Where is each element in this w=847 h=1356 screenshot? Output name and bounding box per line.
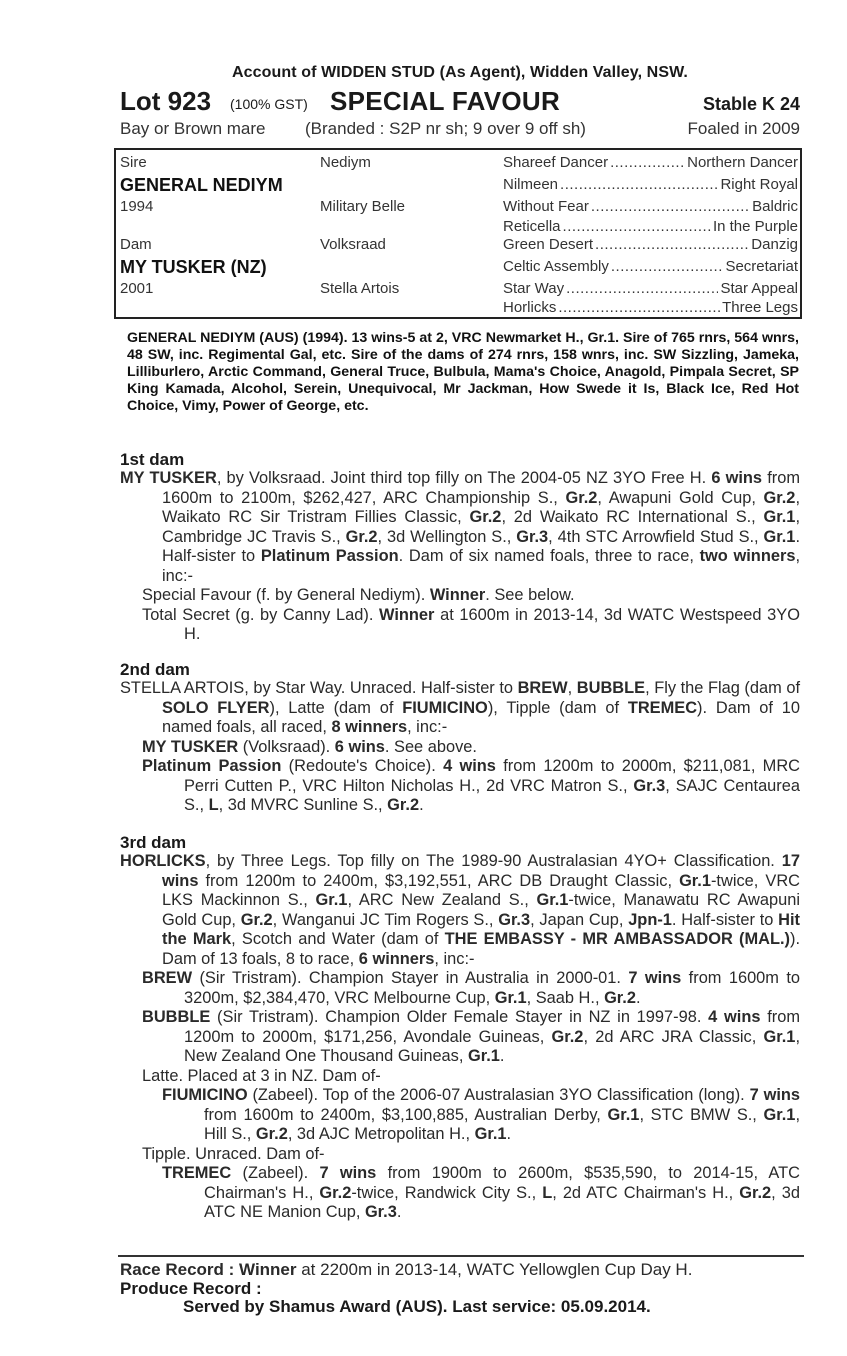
first-dam-paragraph: MY TUSKER, by Volksraad. Joint third top filly on The 2004-05 NZ 3YO Free H. 6 wins from 1600m to 2100m, $262,427, ARC Championship S., Gr.2, Awapuni Gold Cup, Gr.2, Waikato RC Sir Tristram Fillies Classic, Gr.2, 2d Waikato RC International S., Gr.1, Cambridge JC Travis S., Gr.2, 3d Wellington S., Gr.3, 4th STC Arrowfield Stud S., Gr.1. Half-sister to Platinum Passion. Dam of six named foals, three to race, two winners, inc:-: [120, 469, 801, 585]
list-item: FIUMICINO (Zabeel). Top of the 2006-07 Australasian 3YO Classification (long). 7 wins from 1600m to 2400m, $3,100,885, Australian Derby, Gr.1, STC BMW S., Gr.1, Hill S., Gr.2, 3d AJC Metropolitan H., Gr.1.: [162, 1086, 800, 1143]
lot-header: [120, 86, 800, 116]
grandparent-row: Nilmeen ..... Right Royal: [503, 176, 798, 193]
grandparent-row: Reticella ..... In the Purple: [503, 218, 798, 235]
list-item: BREW (Sir Tristram). Champion Stayer in Australia in 2000-01. 7 wins from 1600m to 3200m, $2,384,470, VRC Melbourne Cup, Gr.1, Saab H., Gr.2.: [142, 969, 801, 1007]
sire-name: GENERAL NEDIYM: [120, 175, 283, 195]
sire-label: Sire: [120, 154, 147, 171]
vendor-account: Account of WIDDEN STUD (As Agent), Widden Valley, NSW.: [232, 64, 688, 81]
dam-label: Dam: [120, 236, 152, 253]
second-dam-paragraph: STELLA ARTOIS, by Star Way. Unraced. Half-sister to BREW, BUBBLE, Fly the Flag (dam of SOLO FLYER), Latte (dam of FIUMICINO), Tipple (dam of TREMEC). Dam of 10 named foals, all raced, 8 winners, inc:-: [120, 679, 801, 736]
horse-description: Bay or Brown mare: [120, 119, 266, 138]
sire-summary: GENERAL NEDIYM (AUS) (1994). 13 wins-5 at 2, VRC Newmarket H., Gr.1. Sire of 765 rnrs, 564 wnrs, 48 SW, inc. Regimental Gal, etc. Sire of the dams of 274 rnrs, 158 wnrs, inc. SW Sizzling, Jameka, Lilliburlero, Arctic Command, General Truce, Bulbula, Mama's Choice, Anagold, Pimpala Secret, SP King Kamada, Alcohol, Serein, Unequivocal, Mr Jackman, How Swede it Is, Black Ice, Red Hot Choice, Vimy, Power of George, etc.: [127, 330, 799, 414]
list-item: BUBBLE (Sir Tristram). Champion Older Female Stayer in NZ in 1997-98. 4 wins from 1200m to 2000m, $171,256, Avondale Guineas, Gr.2, 2d ARC JRA Classic, Gr.1, New Zealand One Thousand Guineas, Gr.1.: [142, 1008, 801, 1065]
third-dam-heading: 3rd dam: [120, 833, 187, 852]
grandparent-row: Celtic Assembly ..... Secretariat: [503, 258, 798, 275]
section-divider: [118, 1255, 804, 1257]
grandparent-row: Star Way ..... Star Appeal: [503, 280, 798, 297]
service-record: Served by Shamus Award (AUS). Last service: 05.09.2014.: [183, 1297, 651, 1316]
dam-dam: Stella Artois: [320, 280, 400, 297]
list-item: TREMEC (Zabeel). 7 wins from 1900m to 2600m, $535,590, to 2014-15, ATC Chairman's H., Gr.2-twice, Randwick City S., L, 2d ATC Chairman's H., Gr.2, 3d ATC NE Manion Cup, Gr.3.: [162, 1164, 800, 1221]
brand-note: (Branded : S2P nr sh; 9 over 9 off sh): [305, 119, 586, 138]
gst-note: (100% GST): [230, 96, 308, 112]
pedigree-table: [114, 148, 802, 319]
produce-record: Produce Record :: [120, 1279, 262, 1298]
third-dam-section: [120, 852, 800, 1223]
third-dam-paragraph: HORLICKS, by Three Legs. Top filly on The 1989-90 Australasian 4YO+ Classification. 17 wins from 1200m to 2400m, $3,192,551, ARC DB Draught Classic, Gr.1-twice, VRC LKS Mackinnon S., Gr.1, ARC New Zealand S., Gr.1-twice, Manawatu RC Awapuni Gold Cup, Gr.2, Wanganui JC Tim Rogers S., Gr.3, Japan Cup, Jpn-1. Half-sister to Hit the Mark, Scotch and Water (dam of THE EMBASSY - MR AMBASSADOR (MAL.)). Dam of 13 foals, 8 to race, 6 winners, inc:-: [120, 852, 801, 968]
grandparent-row: Horlicks ..... Three Legs: [503, 299, 798, 316]
list-item: Total Secret (g. by Canny Lad). Winner at 1600m in 2013-14, 3d WATC Westspeed 3YO H.: [142, 605, 800, 643]
foaled-year: Foaled in 2009: [687, 119, 800, 138]
first-dam-heading: 1st dam: [120, 450, 185, 469]
list-item: Tipple. Unraced. Dam of-: [142, 1144, 325, 1163]
grandparent-row: Shareef Dancer ..... Northern Dancer: [503, 154, 798, 171]
dam-name: MY TUSKER (NZ): [120, 257, 267, 277]
second-dam-heading: 2nd dam: [120, 660, 190, 679]
dam-year: 2001: [120, 280, 154, 297]
first-dam-section: [120, 469, 800, 645]
dam-sire: Volksraad: [320, 236, 386, 253]
grandparent-row: Green Desert ..... Danzig: [503, 236, 798, 253]
list-item: Platinum Passion (Redoute's Choice). 4 wins from 1200m to 2000m, $211,081, MRC Perri Cutten P., VRC Hilton Nicholas H., 2d VRC Matron S., Gr.3, SAJC Centaurea S., L, 3d MVRC Sunline S., Gr.2.: [142, 757, 801, 814]
stable-number: Stable K 24: [702, 94, 800, 114]
sire-year: 1994: [120, 198, 154, 215]
sire-dam: Military Belle: [320, 198, 406, 215]
horse-name: SPECIAL FAVOUR: [330, 86, 561, 116]
horse-details: [120, 119, 800, 139]
second-dam-section: [120, 679, 800, 816]
grandparent-row: Without Fear ..... Baldric: [503, 198, 798, 215]
sire-sire: Nediym: [320, 154, 371, 171]
lot-number: Lot 923: [120, 86, 212, 116]
list-item: Special Favour (f. by General Nediym). Winner. See below.: [142, 586, 575, 604]
list-item: Latte. Placed at 3 in NZ. Dam of-: [142, 1066, 381, 1085]
list-item: MY TUSKER (Volksraad). 6 wins. See above.: [142, 737, 477, 756]
race-record: Race Record : Winner at 2200m in 2013-14, WATC Yellowglen Cup Day H.: [120, 1260, 693, 1279]
